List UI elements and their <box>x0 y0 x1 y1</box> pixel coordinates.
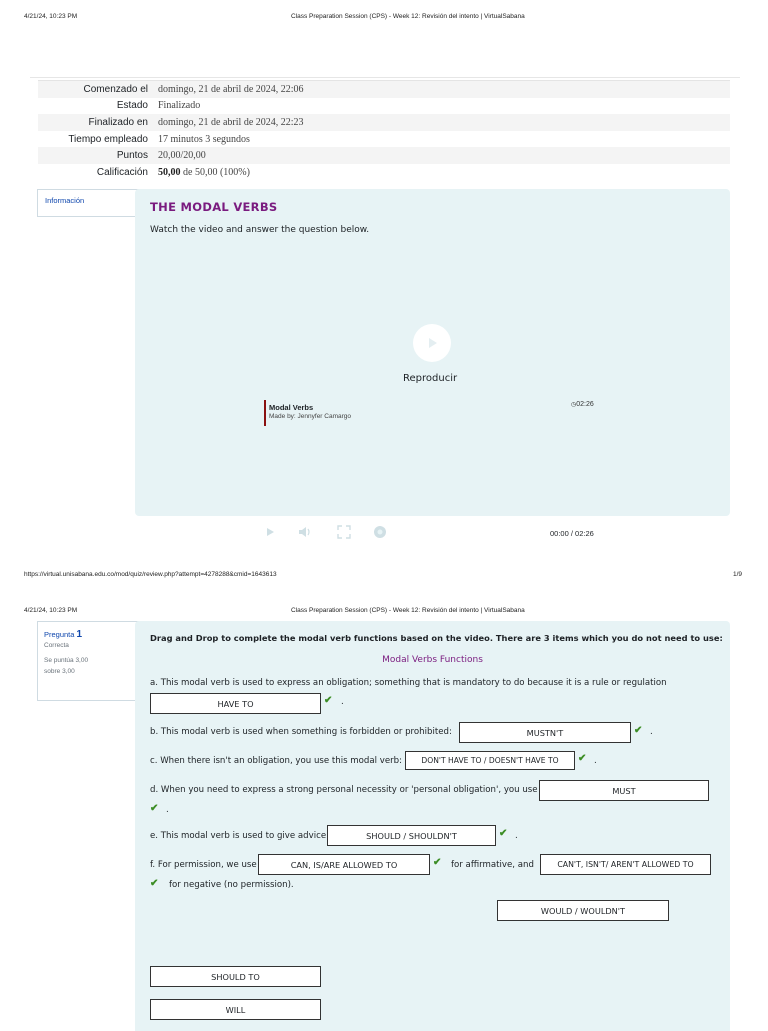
video-player[interactable] <box>135 249 730 538</box>
item-a-text: a. This modal verb is used to express an obligation; something that is mandatory to do because it is a rule or regulation <box>150 678 667 688</box>
item-f-end-text: for negative (no permission). <box>169 880 294 890</box>
video-duration <box>571 401 594 408</box>
summary-label: Estado <box>116 100 148 112</box>
item-e-text: e. This modal verb is used to give advice <box>150 831 327 841</box>
drop-zone-b[interactable]: MUSTN'T <box>459 722 631 743</box>
period: . <box>650 727 653 737</box>
drop-zone-f1[interactable]: CAN, IS/ARE ALLOWED TO <box>258 854 430 875</box>
summary-value: 20,00/20,00 <box>158 150 206 162</box>
volume-icon[interactable] <box>298 526 314 538</box>
summary-row-grade <box>38 164 730 181</box>
summary-row-time <box>38 131 730 148</box>
divider <box>30 77 740 78</box>
print-title-2: Class Preparation Session (CPS) - Week 12: Revisión del intento | VirtualSabana <box>291 607 525 614</box>
info-label: Información <box>45 196 85 205</box>
question-prompt: Drag and Drop to complete the modal verb functions based on the video. There are 3 items which you do not need to use: <box>150 633 723 643</box>
item-c-text: c. When there isn't an obligation, you use this modal verb: <box>150 756 403 766</box>
panel-instruction: Watch the video and answer the question below. <box>150 225 370 235</box>
grade-value: 50,00 <box>158 166 181 178</box>
play-icon <box>425 336 439 350</box>
info-content-panel <box>135 189 730 538</box>
correct-check-icon: ✔ <box>150 878 159 889</box>
print-title: Class Preparation Session (CPS) - Week 12: Revisión del intento | VirtualSabana <box>291 13 525 20</box>
question-number <box>44 629 138 640</box>
control-play-icon[interactable] <box>265 527 275 537</box>
grade-rest: de 50,00 (100%) <box>183 166 250 178</box>
question-number-value: 1 <box>76 629 83 640</box>
video-duration-text: 02:26 <box>576 401 594 408</box>
correct-check-icon: ✔ <box>634 725 643 736</box>
time-display: 00:00 / 02:26 <box>550 529 594 538</box>
question-score-line2: sobre 3,00 <box>44 668 75 675</box>
correct-check-icon: ✔ <box>324 695 333 706</box>
attempt-summary-table <box>38 80 730 181</box>
correct-check-icon: ✔ <box>433 857 442 868</box>
draggable-item-unused[interactable]: WILL <box>150 999 321 1020</box>
question-subtitle: Modal Verbs Functions <box>382 655 483 665</box>
summary-value: domingo, 21 de abril de 2024, 22:06 <box>158 83 304 95</box>
summary-label: Finalizado en <box>88 116 148 128</box>
summary-value <box>158 167 250 178</box>
video-title: Modal Verbs <box>269 403 314 412</box>
print-datetime: 4/21/24, 10:23 PM <box>24 13 78 20</box>
print-page-number: 1/9 <box>733 571 743 578</box>
summary-label: Puntos <box>116 150 148 162</box>
print-url: https://virtual.unisabana.edu.co/mod/quiz/review.php?attempt=4278288&cmid=1643613 <box>24 571 277 578</box>
drop-zone-f2[interactable]: CAN'T, ISN'T/ AREN'T ALLOWED TO <box>540 854 711 875</box>
video-author: Made by: Jennyfer Camargo <box>269 413 352 420</box>
summary-row-points <box>38 147 730 164</box>
correct-check-icon: ✔ <box>150 803 159 814</box>
play-button[interactable] <box>413 324 451 362</box>
question-info-box <box>37 621 145 701</box>
correct-check-icon: ✔ <box>499 828 508 839</box>
question-number-prefix: Pregunta <box>44 630 75 639</box>
summary-value: Finalizado <box>158 100 201 112</box>
question-status: Correcta <box>44 642 69 649</box>
summary-row-started <box>38 81 730 98</box>
summary-label: Tiempo empleado <box>68 133 148 145</box>
settings-icon[interactable] <box>373 525 387 539</box>
panel-heading: THE MODAL VERBS <box>150 200 278 214</box>
drop-zone-e[interactable]: SHOULD / SHOULDN'T <box>327 825 496 846</box>
clock-icon: ◷ <box>571 402 577 408</box>
draggable-item-unused[interactable]: WOULD / WOULDN'T <box>497 900 669 921</box>
fullscreen-icon[interactable] <box>337 525 351 539</box>
item-b-text: b. This modal verb is used when something is forbidden or prohibited: <box>150 727 452 737</box>
info-box <box>37 189 145 217</box>
item-f-mid-text: for affirmative, and <box>451 860 534 870</box>
summary-label: Calificación <box>96 166 148 178</box>
summary-row-finished <box>38 114 730 131</box>
question-panel <box>135 621 730 1031</box>
summary-value: 17 minutos 3 segundos <box>158 133 250 145</box>
play-label: Reproducir <box>403 373 458 384</box>
summary-row-state <box>38 98 730 115</box>
period: . <box>594 756 597 766</box>
drop-zone-a[interactable]: HAVE TO <box>150 693 321 714</box>
period: . <box>341 697 344 707</box>
item-f-text: f. For permission, we use <box>150 860 257 870</box>
summary-label: Comenzado el <box>83 83 148 95</box>
correct-check-icon: ✔ <box>578 753 587 764</box>
drop-zone-d[interactable]: MUST <box>539 780 709 801</box>
video-title-accent <box>264 400 266 426</box>
question-score-line1: Se puntúa 3,00 <box>44 657 89 664</box>
print-datetime-2: 4/21/24, 10:23 PM <box>24 607 78 614</box>
item-d-text: d. When you need to express a strong personal necessity or 'personal obligation', you use <box>150 785 538 795</box>
draggable-item-unused[interactable]: SHOULD TO <box>150 966 321 987</box>
summary-value: domingo, 21 de abril de 2024, 22:23 <box>158 116 304 128</box>
period: . <box>515 831 518 841</box>
drop-zone-c[interactable]: DON'T HAVE TO / DOESN'T HAVE TO <box>405 751 575 770</box>
period: . <box>166 805 169 815</box>
